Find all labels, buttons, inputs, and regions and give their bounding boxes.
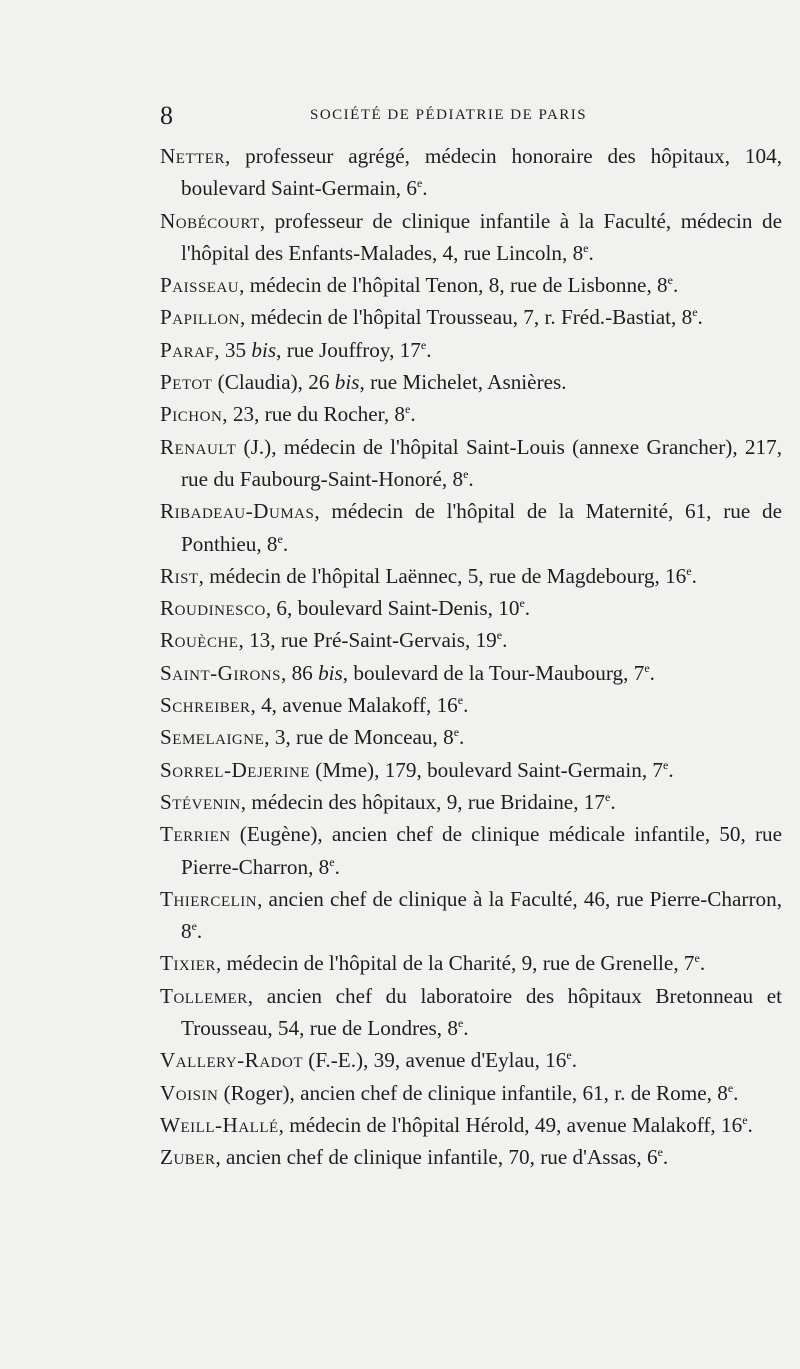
list-item: Roudinesco, 6, boulevard Saint-Denis, 10e. xyxy=(160,596,531,621)
member-name: Nobécourt xyxy=(160,208,260,233)
member-name: Paraf xyxy=(160,337,215,362)
list-item: Stévenin, médecin des hôpitaux, 9, rue Bridaine, 17e. xyxy=(160,789,616,814)
list-item: Papillon, médecin de l'hôpital Trousseau, 7, r. Fréd.-Bastiat, 8e. xyxy=(160,305,703,330)
list-item: Petot (Claudia), 26 bis, rue Michelet, Asnières. xyxy=(160,370,567,395)
member-name: Netter xyxy=(160,144,225,168)
list-item: Zuber, ancien chef de clinique infantile, 70, rue d'Assas, 6e. xyxy=(160,1145,669,1170)
list-item: Pichon, 23, rue du Rocher, 8e. xyxy=(160,402,416,427)
member-name: Rouèche xyxy=(160,628,239,653)
list-item: Paisseau, médecin de l'hôpital Tenon, 8, rue de Lisbonne, 8e. xyxy=(160,273,679,298)
member-name: Stévenin xyxy=(160,789,241,814)
member-name: Zuber xyxy=(160,1145,216,1170)
member-name: Voisin xyxy=(160,1080,219,1105)
list-item: Terrien (Eugène), ancien chef de clinique médicale infantile, 50, rue Pierre-Charron, 8e. xyxy=(160,822,782,879)
member-name: Semelaigne xyxy=(160,725,265,750)
list-item: Tollemer, ancien chef du laboratoire des hôpitaux Bretonneau et Trousseau, 54, rue de Londres, 8e. xyxy=(160,983,782,1041)
member-name: Ribadeau-Dumas xyxy=(160,499,315,524)
member-name: Paisseau xyxy=(160,273,240,298)
member-name: Roudinesco xyxy=(160,596,266,621)
member-name: Petot xyxy=(160,370,213,395)
list-item: Renault (J.), médecin de l'hôpital Saint-Louis (annexe Grancher), 217, rue du Faubourg-Saint-Honoré, 8e. xyxy=(160,434,782,491)
member-name: Renault xyxy=(160,434,237,459)
list-item: Vallery-Radot (F.-E.), 39, avenue d'Eylau, 16e. xyxy=(160,1048,577,1073)
list-item: Rouèche, 13, rue Pré-Saint-Gervais, 19e. xyxy=(160,628,508,653)
member-name: Pichon xyxy=(160,402,223,427)
list-item: Sorrel-Dejerine (Mme), 179, boulevard Saint-Germain, 7e. xyxy=(160,757,674,782)
list-item: Rist, médecin de l'hôpital Laënnec, 5, rue de Magdebourg, 16e. xyxy=(160,563,697,588)
member-name: Sorrel-Dejerine xyxy=(160,757,310,782)
member-name: Vallery-Radot xyxy=(160,1048,303,1073)
member-name: Tixier xyxy=(160,951,216,976)
list-item: Ribadeau-Dumas, médecin de l'hôpital de la Maternité, 61, rue de Ponthieu, 8e. xyxy=(160,499,782,556)
list-item: Thiercelin, ancien chef de clinique à la Faculté, 46, rue Pierre-Charron, 8e. xyxy=(160,886,782,944)
page-number: 8 xyxy=(160,101,173,130)
member-name: Rist xyxy=(160,563,199,588)
list-item: Paraf, 35 bis, rue Jouffroy, 17e. xyxy=(160,337,432,362)
member-name: Tollemer xyxy=(160,983,248,1008)
member-name: Saint-Girons xyxy=(160,660,281,685)
member-name: Thiercelin xyxy=(160,886,258,911)
page-header xyxy=(160,103,780,129)
list-item: Nobécourt, professeur de clinique infantile à la Faculté, médecin de l'hôpital des Enfants-Malades, 4, rue Lincoln, 8e. xyxy=(160,208,782,265)
member-name: Schreiber xyxy=(160,693,251,718)
member-name: Weill-Hallé xyxy=(160,1112,279,1137)
member-name: Terrien xyxy=(160,822,231,847)
list-item: Netter, professeur agrégé, médecin honoraire des hôpitaux, 104, boulevard Saint-Germain, 6e. xyxy=(160,144,782,201)
member-list xyxy=(160,140,782,1174)
list-item: Voisin (Roger), ancien chef de clinique infantile, 61, r. de Rome, 8e. xyxy=(160,1080,739,1105)
running-title: SOCIÉTÉ DE PÉDIATRIE DE PARIS xyxy=(310,107,588,123)
list-item: Weill-Hallé, médecin de l'hôpital Hérold, 49, avenue Malakoff, 16e. xyxy=(160,1112,753,1137)
list-item: Semelaigne, 3, rue de Monceau, 8e. xyxy=(160,725,465,750)
member-name: Papillon xyxy=(160,305,240,330)
list-item: Tixier, médecin de l'hôpital de la Charité, 9, rue de Grenelle, 7e. xyxy=(160,951,706,976)
list-item: Schreiber, 4, avenue Malakoff, 16e. xyxy=(160,692,469,718)
list-item: Saint-Girons, 86 bis, boulevard de la Tour-Maubourg, 7e. xyxy=(160,660,655,685)
